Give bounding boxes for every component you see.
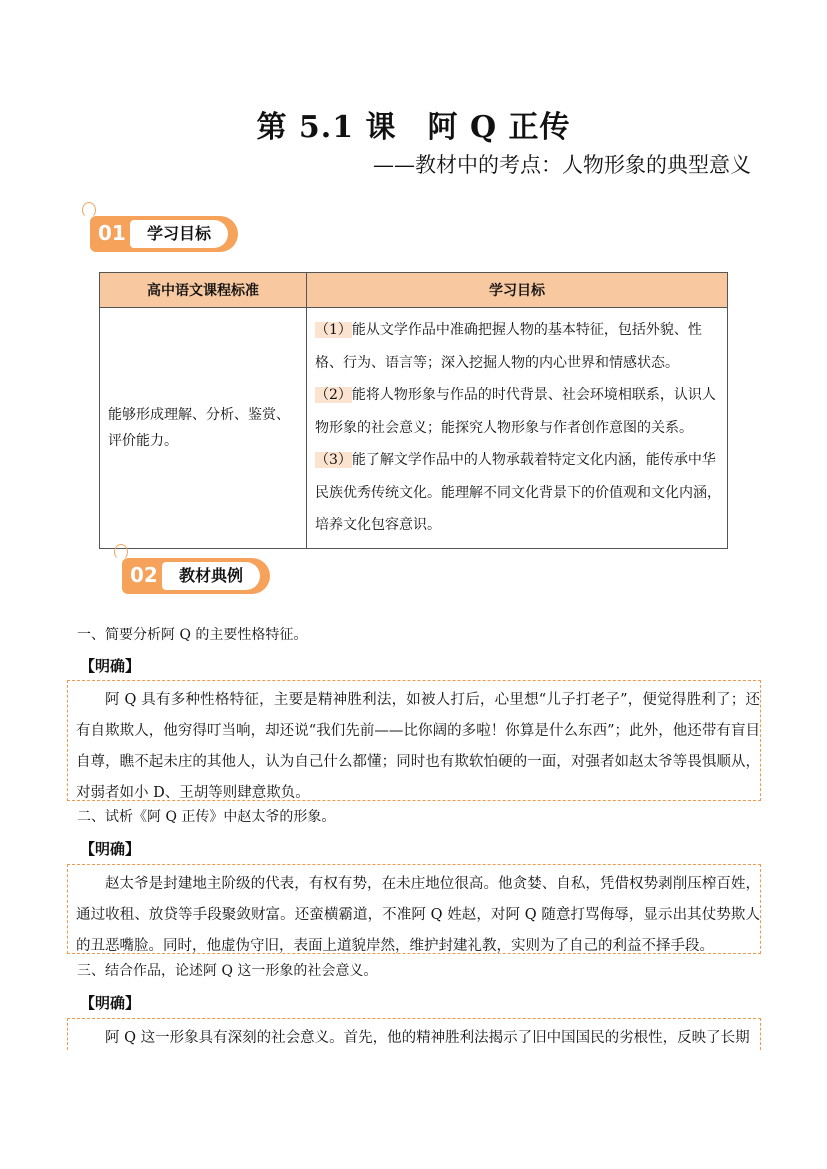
goals-table xyxy=(99,272,728,549)
question-text: 一、简要分析阿 Q 的主要性格特征。 xyxy=(77,627,308,643)
objective-text: 能从文学作品中准确把握人物的基本特征，包括外貌、性格、行为、语言等；深入挖掘人物的内心世界和情感状态。 xyxy=(315,322,702,371)
answer-box xyxy=(67,680,761,801)
objective-text: 能将人物形象与作品的时代背景、社会环境相联系，认识人物形象的社会意义；能探究人物形象与作者创作意图的关系。 xyxy=(315,387,716,436)
table-cell-standard: 能够形成理解、分析、鉴赏、评价能力。 xyxy=(100,308,307,549)
answer-label: 【明确】 xyxy=(80,657,141,675)
answer-box xyxy=(67,1018,761,1050)
answer-label: 【明确】 xyxy=(80,994,141,1012)
section-number: 02 xyxy=(130,563,158,587)
answer-label: 【明确】 xyxy=(80,840,141,858)
objective-tag: （3） xyxy=(315,452,352,468)
answer-box xyxy=(67,864,761,954)
section-label: 教材典例 xyxy=(162,562,260,590)
page-title: 第 5.1 课 阿 Q 正传 xyxy=(256,110,571,145)
answer-text: 阿 Q 具有多种性格特征，主要是精神胜利法，如被人打后，心里想“儿子打老子”，便觉得胜利了；还有自欺欺人，他穷得叮当响，却还说“我们先前——比你阔的多啦！你算是什么东西”；此外，他还带有盲目自尊，瞧不起未庄的其他人，认为自己什么都懂；同时也有欺软怕硬的一面，对强者如赵太爷等畏惧顺从，对弱者如小 D、王胡等则肆意欺负。 xyxy=(76,692,760,801)
objective-tag: （1） xyxy=(315,322,352,338)
table-row xyxy=(100,308,728,549)
section-badge-examples xyxy=(118,552,268,596)
table-cell-objectives xyxy=(307,308,728,549)
objective-tag: （2） xyxy=(315,387,352,403)
question-text: 三、结合作品，论述阿 Q 这一形象的社会意义。 xyxy=(77,963,378,979)
section-badge-goals xyxy=(86,210,236,254)
page-subtitle: ——教材中的考点：人物形象的典型意义 xyxy=(373,153,751,177)
section-number: 01 xyxy=(98,221,126,245)
table-header-standard: 高中语文课程标准 xyxy=(100,273,307,308)
objective-item xyxy=(315,314,721,379)
objective-text: 能了解文学作品中的人物承载着特定文化内涵，能传承中华民族优秀传统文化。能理解不同文化背景下的价值观和文化内涵，培养文化包容意识。 xyxy=(315,452,721,533)
objective-item xyxy=(315,444,721,542)
question-text: 二、试析《阿 Q 正传》中赵太爷的形象。 xyxy=(77,809,336,825)
answer-text: 赵太爷是封建地主阶级的代表，有权有势，在未庄地位很高。他贪婪、自私，凭借权势剥削压榨百姓，通过收租、放贷等手段聚敛财富。还蛮横霸道，不准阿 Q 姓赵，对阿 Q 随意打骂侮辱，显示出其仗势欺人的丑恶嘴脸。同时，他虚伪守旧，表面上道貌岸然，维护封建礼教，实则为了自己的利益不择手段。 xyxy=(76,876,760,954)
answer-text: 阿 Q 这一形象具有深刻的社会意义。首先，他的精神胜利法揭示了旧中国国民的劣根性，反映了长期 xyxy=(105,1030,750,1046)
table-header-objectives: 学习目标 xyxy=(307,273,728,308)
table-header-row xyxy=(100,273,728,308)
section-label: 学习目标 xyxy=(130,220,228,248)
objective-item xyxy=(315,379,721,444)
